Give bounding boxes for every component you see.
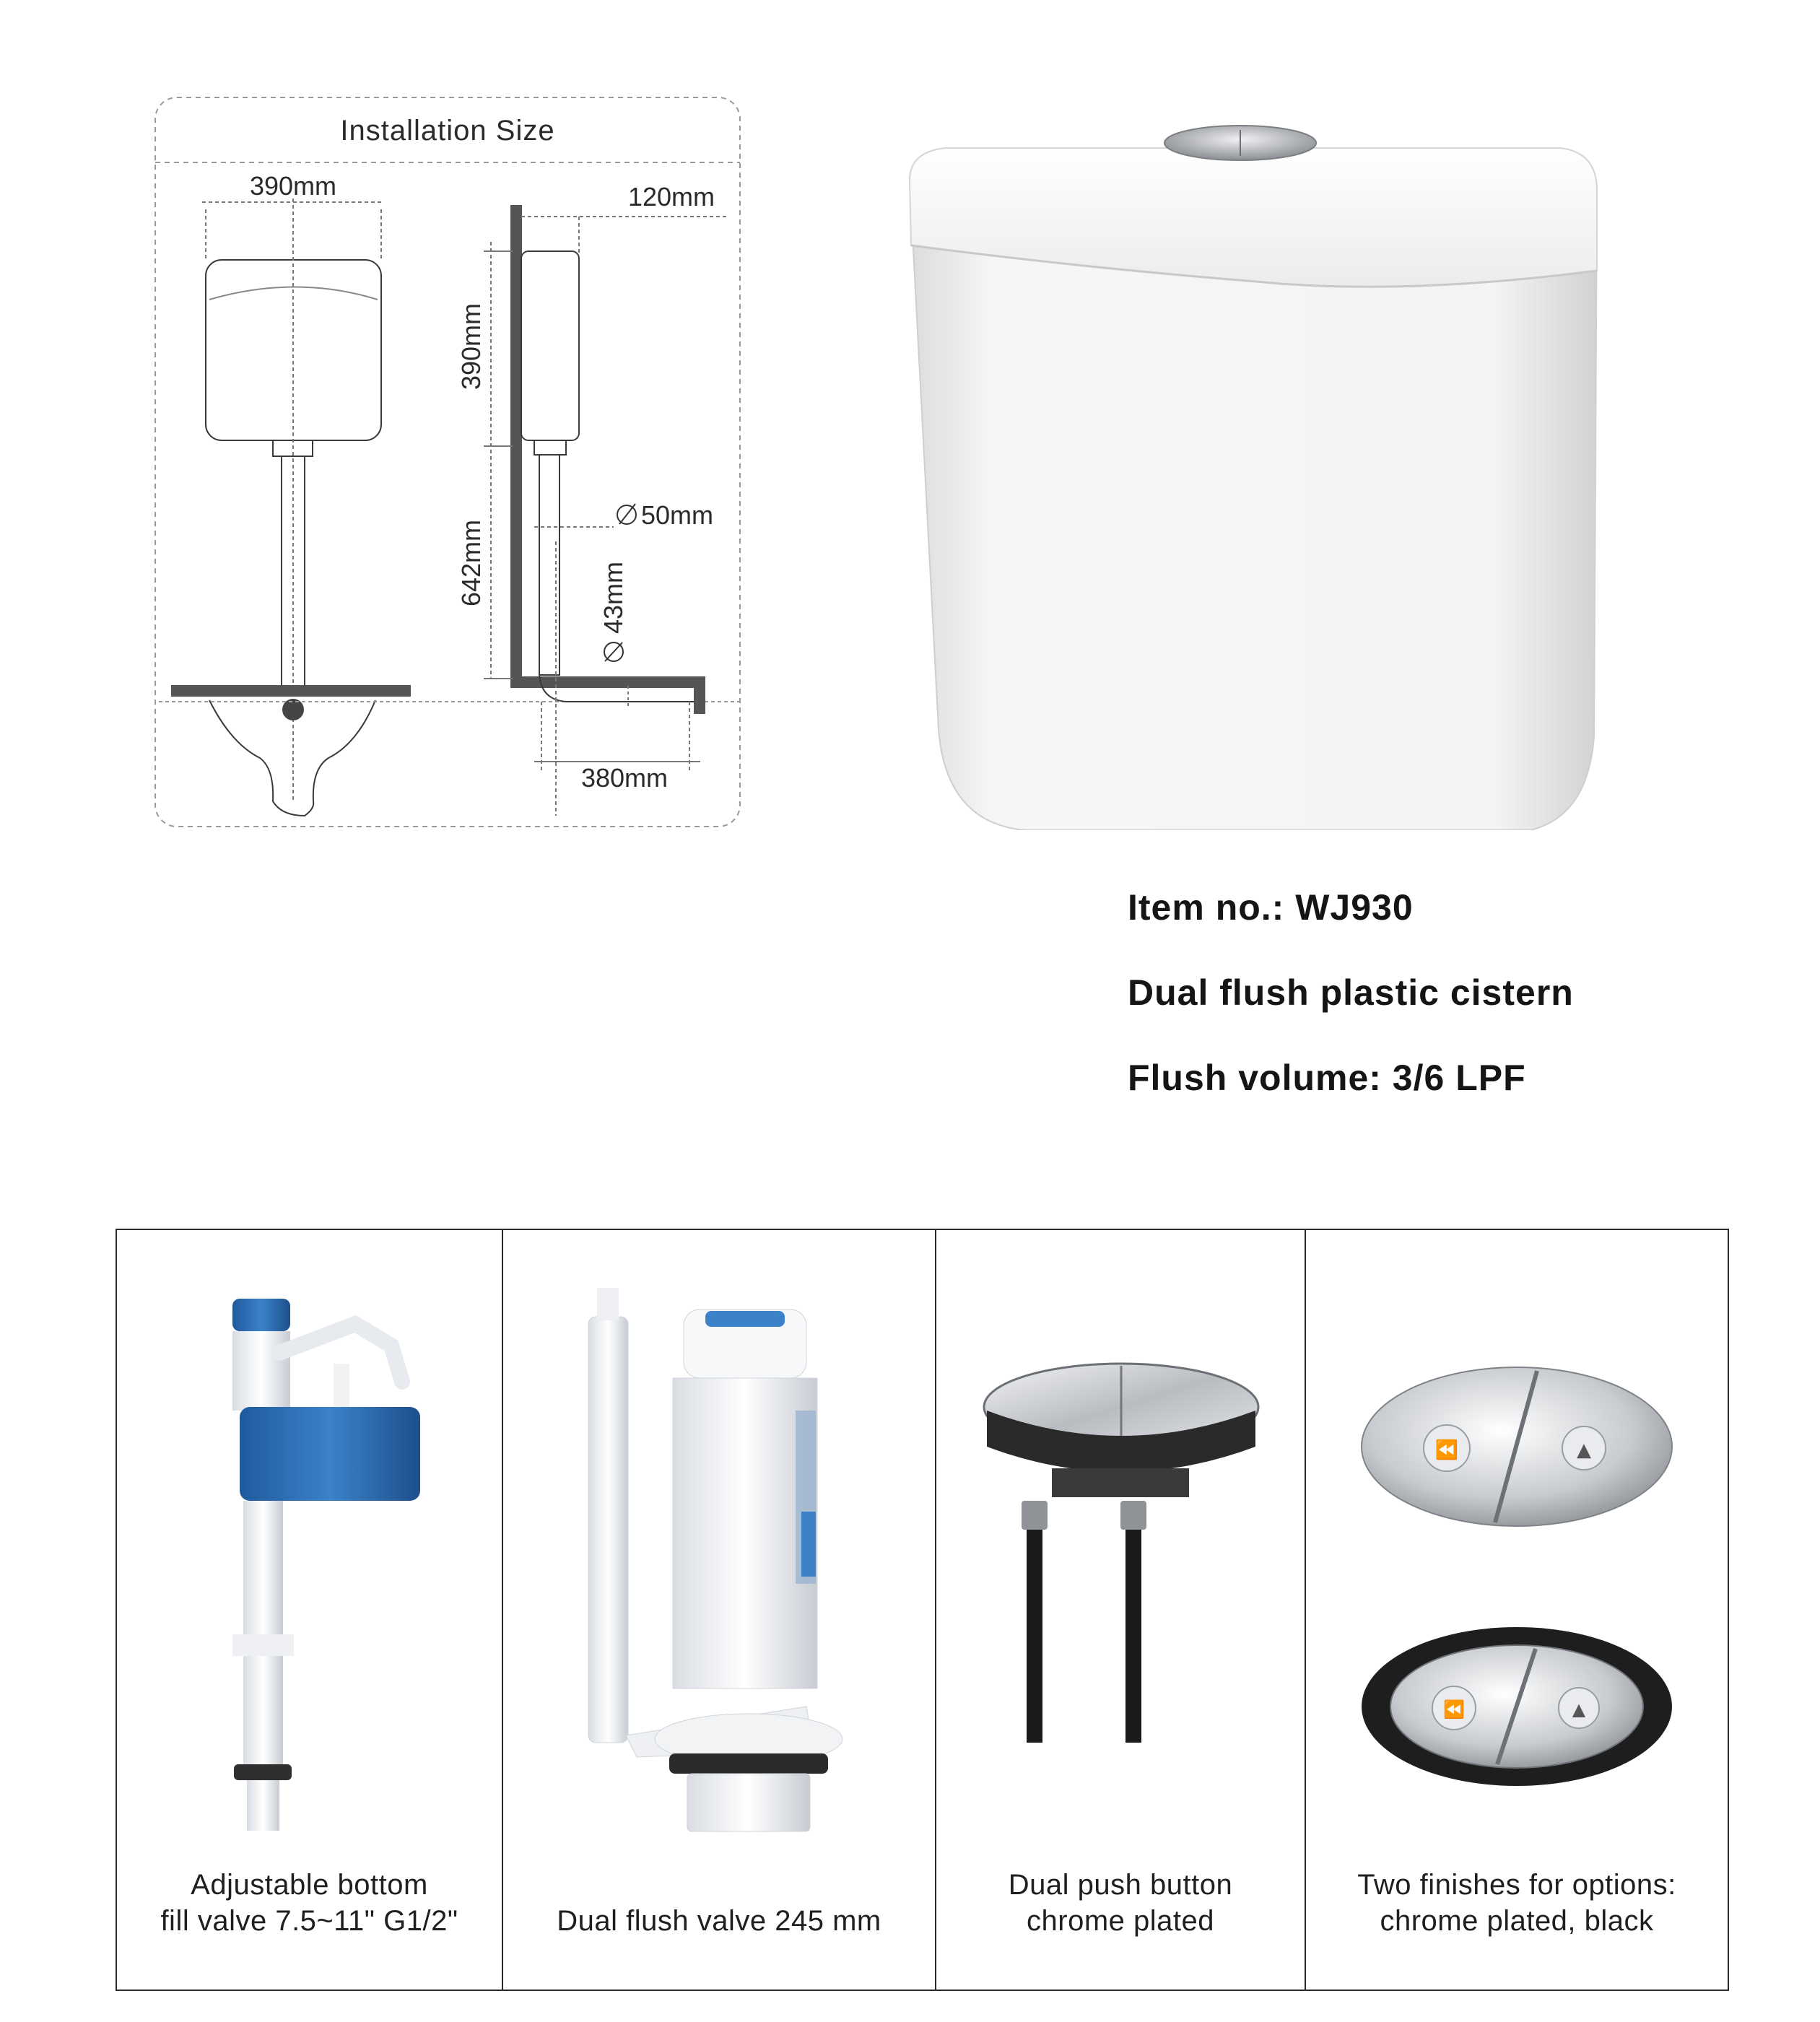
part-cell-push-button [936, 1230, 1306, 1990]
push-button-caption: Dual push button chrome plated [1008, 1869, 1233, 1937]
product-name: Dual flush plastic cistern [1128, 972, 1574, 1013]
button-finishes-icon [1306, 1230, 1728, 1880]
parts-table [116, 1229, 1729, 1991]
dim-height-cistern-label: 390mm [456, 302, 486, 391]
part-cell-button-finishes [1306, 1230, 1728, 1990]
item-number: Item no.: WJ930 [1128, 887, 1414, 928]
flush-valve-caption: Dual flush valve 245 mm [557, 1905, 881, 1937]
svg-text:▲: ▲ [1572, 1699, 1586, 1720]
part-cell-flush-valve [503, 1230, 936, 1990]
cistern-image [895, 108, 1617, 830]
dim-height-pipe-label: 642mm [456, 519, 486, 607]
fill-valve-caption: Adjustable bottom fill valve 7.5~11" G1/2" [160, 1869, 458, 1937]
svg-text:⏪: ⏪ [1434, 1439, 1459, 1461]
dim-pipe-inner-label: 43mm [598, 561, 628, 634]
dim-depth-label: 120mm [627, 182, 715, 212]
dim-pipe-outer-label: 50mm [641, 500, 714, 530]
fill-valve-icon [117, 1230, 503, 1880]
push-button-icon [936, 1230, 1306, 1880]
diagram-title: Installation Size [340, 115, 555, 147]
installation-diagram [152, 94, 744, 830]
flush-volume: Flush volume: 3/6 LPF [1128, 1058, 1526, 1098]
dim-width-label: 390mm [249, 171, 337, 201]
flush-valve-icon [503, 1230, 936, 1880]
dim-offset-label: 380mm [580, 763, 669, 793]
part-cell-fill-valve [117, 1230, 503, 1990]
svg-text:▲: ▲ [1577, 1439, 1591, 1461]
button-finishes-caption: Two finishes for options: chrome plated, black [1357, 1869, 1676, 1937]
svg-text:⏪: ⏪ [1443, 1699, 1465, 1720]
